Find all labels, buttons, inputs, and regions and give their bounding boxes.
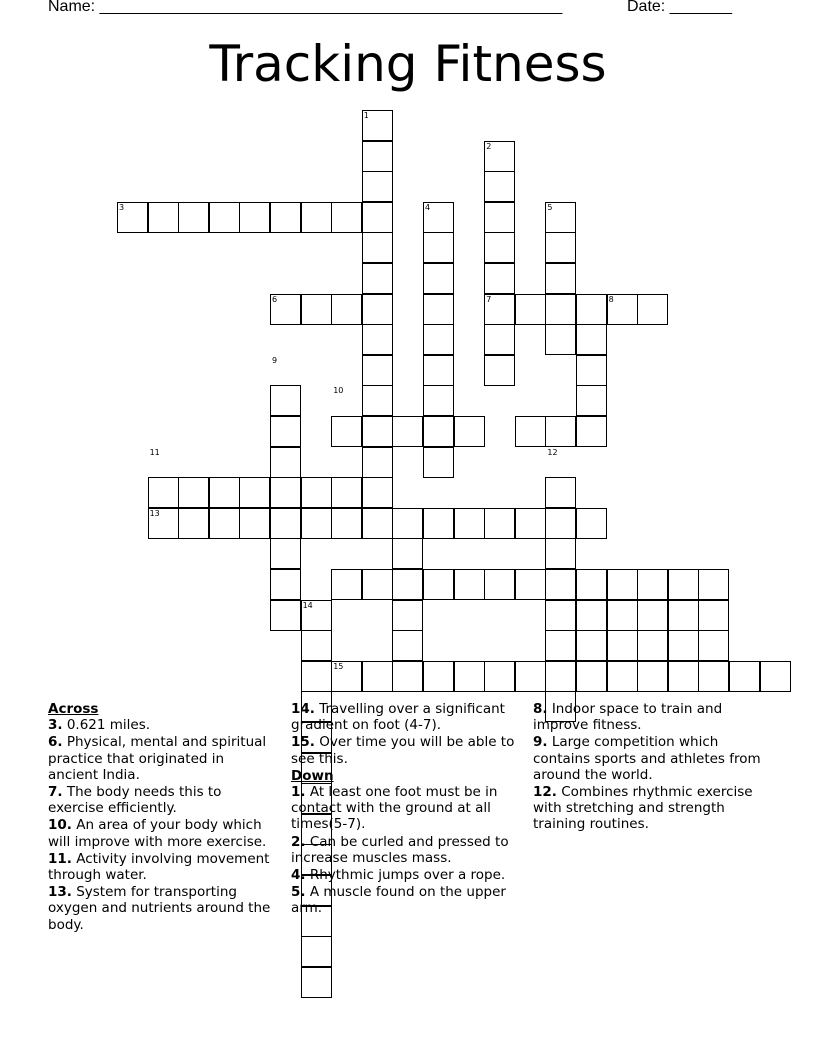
crossword-cell[interactable] xyxy=(209,202,240,233)
crossword-cell[interactable] xyxy=(668,661,699,692)
clue-text: Physical, mental and spiritual practice that originated in ancient India. xyxy=(48,734,267,783)
clue-down-8 xyxy=(533,701,763,733)
crossword-cell[interactable] xyxy=(362,324,393,355)
crossword-cell[interactable] xyxy=(392,569,423,600)
crossword-cell[interactable] xyxy=(454,416,485,447)
clue-across-11 xyxy=(48,851,278,883)
crossword-cell[interactable] xyxy=(576,355,607,386)
clue-number: 15. xyxy=(291,734,315,751)
clue-across-14 xyxy=(291,701,523,733)
crossword-cell[interactable] xyxy=(270,447,301,478)
crossword-cell[interactable] xyxy=(484,355,515,386)
crossword-cell[interactable] xyxy=(270,508,301,539)
clue-number: 11. xyxy=(48,850,72,867)
crossword-cell[interactable] xyxy=(301,508,332,539)
crossword-cell[interactable] xyxy=(698,569,729,600)
crossword-cell[interactable] xyxy=(301,936,332,967)
crossword-cell[interactable] xyxy=(607,661,638,692)
crossword-cell[interactable] xyxy=(362,477,393,508)
crossword-cell[interactable] xyxy=(423,385,454,416)
clue-text: System for transporting oxygen and nutrients around the body. xyxy=(48,884,271,933)
clue-text: Travelling over a significant gradient on foot (4-7). xyxy=(291,701,505,734)
crossword-cell[interactable] xyxy=(423,324,454,355)
clue-number-label: 7 xyxy=(486,294,492,304)
crossword-cell[interactable] xyxy=(178,477,209,508)
clue-text: Activity involving movement through water. xyxy=(48,850,270,884)
crossword-cell[interactable] xyxy=(301,477,332,508)
crossword-cell[interactable] xyxy=(362,202,393,233)
crossword-cell[interactable] xyxy=(209,508,240,539)
crossword-cell[interactable] xyxy=(239,477,270,508)
crossword-cell[interactable] xyxy=(362,447,393,478)
crossword-cell[interactable] xyxy=(392,600,423,631)
crossword-cell[interactable] xyxy=(362,569,393,600)
clue-number-label: 10 xyxy=(333,386,344,396)
crossword-cell[interactable] xyxy=(668,569,699,600)
crossword-cell[interactable] xyxy=(423,416,454,447)
clue-across-3 xyxy=(48,717,278,733)
clue-number-label: 9 xyxy=(272,355,278,365)
page-title: Tracking Fitness xyxy=(209,35,607,93)
clue-text: 0.621 miles. xyxy=(66,717,151,734)
crossword-cell[interactable] xyxy=(668,600,699,631)
clue-number: 1. xyxy=(291,784,306,801)
clue-number: 6. xyxy=(48,734,63,751)
clue-across-13 xyxy=(48,884,278,933)
clue-number-label: 12 xyxy=(547,447,558,457)
crossword-cell[interactable] xyxy=(331,477,362,508)
crossword-cell[interactable] xyxy=(423,508,454,539)
crossword-cell[interactable] xyxy=(545,600,576,631)
crossword-cell[interactable] xyxy=(301,967,332,998)
crossword-cell[interactable] xyxy=(515,416,546,447)
crossword-cell[interactable] xyxy=(239,508,270,539)
clue-text: Indoor space to train and improve fitness. xyxy=(533,701,723,734)
crossword-cell[interactable] xyxy=(637,630,668,661)
clue-text: Can be curled and pressed to increase muscles mass. xyxy=(291,833,509,866)
clue-number: 5. xyxy=(291,884,306,901)
clue-text: Over time you will be able to see this. xyxy=(291,734,515,767)
crossword-cell[interactable] xyxy=(331,294,362,325)
crossword-cell[interactable] xyxy=(545,661,576,692)
crossword-cell[interactable] xyxy=(484,171,515,202)
crossword-cell[interactable] xyxy=(637,661,668,692)
crossword-cell[interactable] xyxy=(301,661,332,692)
crossword-cell[interactable] xyxy=(301,630,332,661)
clue-column-1 xyxy=(48,701,278,934)
clue-number: 7. xyxy=(48,784,63,801)
crossword-cell[interactable] xyxy=(607,600,638,631)
crossword-cell[interactable] xyxy=(331,508,362,539)
clue-number-label: 11 xyxy=(149,447,160,457)
crossword-cell[interactable] xyxy=(423,569,454,600)
clue-number-label: 13 xyxy=(149,508,160,518)
crossword-cell[interactable] xyxy=(362,171,393,202)
clue-number: 4. xyxy=(291,867,306,884)
crossword-cell[interactable] xyxy=(576,294,607,325)
crossword-cell[interactable] xyxy=(178,202,209,233)
clue-number: 14. xyxy=(291,701,315,717)
crossword-cell[interactable] xyxy=(484,661,515,692)
clue-number-label: 6 xyxy=(272,294,278,304)
clue-number: 12. xyxy=(533,784,557,801)
crossword-cell[interactable] xyxy=(362,661,393,692)
crossword-cell[interactable] xyxy=(515,661,546,692)
clue-text: At least one foot must be in contact with the ground at all times(5-7). xyxy=(291,784,498,833)
crossword-cell[interactable] xyxy=(698,600,729,631)
clue-text: A muscle found on the upper arm. xyxy=(291,884,506,917)
down-heading: Down xyxy=(291,767,334,784)
clue-number-label: 1 xyxy=(363,111,369,120)
clue-number: 3. xyxy=(48,717,63,734)
crossword-cell[interactable] xyxy=(362,385,393,416)
crossword-cell[interactable] xyxy=(545,569,576,600)
crossword-cell[interactable] xyxy=(331,202,362,233)
crossword-cell[interactable] xyxy=(148,202,179,233)
crossword-cell[interactable] xyxy=(545,232,576,263)
clue-number-label: 4 xyxy=(425,202,431,212)
clue-number: 10. xyxy=(48,817,72,834)
crossword-cell[interactable] xyxy=(209,477,240,508)
crossword-cell[interactable] xyxy=(178,508,209,539)
crossword-cell[interactable] xyxy=(301,294,332,325)
crossword-cell[interactable] xyxy=(760,661,791,692)
crossword-cell[interactable] xyxy=(576,385,607,416)
crossword-cell[interactable] xyxy=(423,661,454,692)
crossword-cell[interactable] xyxy=(423,355,454,386)
crossword-cell[interactable] xyxy=(392,508,423,539)
clue-down-4 xyxy=(291,867,523,883)
crossword-cell[interactable] xyxy=(545,538,576,569)
crossword-cell[interactable] xyxy=(607,569,638,600)
clue-text: The body needs this to exercise efficiently. xyxy=(48,784,222,817)
crossword-cell[interactable] xyxy=(454,661,485,692)
clue-text: Combines rhythmic exercise with stretching and strength training routines. xyxy=(533,784,753,833)
crossword-cell[interactable] xyxy=(545,294,576,325)
clue-text: Large competition which contains sports and athletes from around the world. xyxy=(533,734,761,783)
crossword-cell[interactable] xyxy=(576,600,607,631)
crossword-cell[interactable] xyxy=(423,447,454,478)
crossword-cell[interactable] xyxy=(270,416,301,447)
crossword-cell[interactable] xyxy=(362,508,393,539)
crossword-cell[interactable] xyxy=(545,263,576,294)
clue-number-label: 3 xyxy=(119,202,125,212)
crossword-cell[interactable] xyxy=(545,508,576,539)
clue-down-12 xyxy=(533,784,763,833)
crossword-cell[interactable] xyxy=(484,569,515,600)
crossword-cell[interactable] xyxy=(576,324,607,355)
clue-number: 13. xyxy=(48,884,72,901)
crossword-cell[interactable] xyxy=(637,569,668,600)
crossword-cell[interactable] xyxy=(484,324,515,355)
clue-number-label: 8 xyxy=(608,294,614,304)
crossword-cell[interactable] xyxy=(484,508,515,539)
crossword-cell[interactable] xyxy=(576,661,607,692)
crossword-cell[interactable] xyxy=(637,600,668,631)
crossword-cell[interactable] xyxy=(301,202,332,233)
crossword-cell[interactable] xyxy=(545,630,576,661)
crossword-cell[interactable] xyxy=(454,569,485,600)
crossword-cell[interactable] xyxy=(515,294,546,325)
date-field-label: Date: _______ xyxy=(627,0,732,15)
crossword-cell[interactable] xyxy=(576,630,607,661)
crossword-cell[interactable] xyxy=(545,477,576,508)
crossword-cell[interactable] xyxy=(545,416,576,447)
crossword-cell[interactable] xyxy=(484,263,515,294)
name-field-label: Name: ____________________________________________________ xyxy=(48,0,563,15)
crossword-cell[interactable] xyxy=(607,630,638,661)
clue-text: An area of your body which will improve with more exercise. xyxy=(48,817,267,850)
crossword-cell[interactable] xyxy=(576,416,607,447)
crossword-cell[interactable] xyxy=(423,294,454,325)
crossword-cell[interactable] xyxy=(484,202,515,233)
crossword-cell[interactable] xyxy=(362,141,393,172)
crossword-cell[interactable] xyxy=(270,569,301,600)
clue-number-label: 15 xyxy=(333,661,344,671)
crossword-cell[interactable] xyxy=(362,263,393,294)
clue-across-10 xyxy=(48,817,278,849)
clue-across-7 xyxy=(48,784,278,816)
crossword-cell[interactable] xyxy=(423,263,454,294)
crossword-cell[interactable] xyxy=(515,508,546,539)
clue-number: 9. xyxy=(533,734,548,751)
crossword-cell[interactable] xyxy=(362,294,393,325)
crossword-cell[interactable] xyxy=(698,661,729,692)
crossword-cell[interactable] xyxy=(270,538,301,569)
crossword-cell[interactable] xyxy=(392,630,423,661)
clue-down-1 xyxy=(291,784,523,833)
clue-number-label: 5 xyxy=(547,202,553,212)
crossword-cell[interactable] xyxy=(331,569,362,600)
crossword-cell[interactable] xyxy=(270,385,301,416)
crossword-cell[interactable] xyxy=(576,508,607,539)
crossword-cell[interactable] xyxy=(239,202,270,233)
crossword-cell[interactable] xyxy=(270,202,301,233)
crossword-cell[interactable] xyxy=(698,630,729,661)
clue-down-9 xyxy=(533,734,763,783)
crossword-cell[interactable] xyxy=(392,416,423,447)
clue-down-5 xyxy=(291,884,523,916)
crossword-cell[interactable] xyxy=(668,630,699,661)
crossword-cell[interactable] xyxy=(729,661,760,692)
clue-number-label: 14 xyxy=(302,600,313,610)
clue-across-6 xyxy=(48,734,278,783)
crossword-cell[interactable] xyxy=(576,569,607,600)
crossword-cell[interactable] xyxy=(515,569,546,600)
clue-across-15 xyxy=(291,734,523,766)
clue-column-3 xyxy=(533,701,763,834)
clue-number: 2. xyxy=(291,833,306,850)
clue-number-label: 2 xyxy=(486,141,492,151)
crossword-cell[interactable] xyxy=(484,232,515,263)
clue-text: Rhythmic jumps over a rope. xyxy=(309,867,506,884)
clue-down-2 xyxy=(291,834,523,866)
clue-column-2 xyxy=(291,701,523,918)
crossword-cell[interactable] xyxy=(148,477,179,508)
crossword-cell[interactable] xyxy=(362,355,393,386)
crossword-cell[interactable] xyxy=(423,232,454,263)
crossword-cell[interactable] xyxy=(392,538,423,569)
crossword-cell[interactable] xyxy=(392,661,423,692)
crossword-cell[interactable] xyxy=(545,324,576,355)
crossword-cell[interactable] xyxy=(454,508,485,539)
crossword-cell[interactable] xyxy=(362,416,393,447)
crossword-cell[interactable] xyxy=(362,232,393,263)
crossword-cell[interactable] xyxy=(637,294,668,325)
crossword-cell[interactable] xyxy=(270,600,301,631)
crossword-cell[interactable] xyxy=(331,416,362,447)
across-heading: Across xyxy=(48,701,99,717)
crossword-cell[interactable] xyxy=(270,477,301,508)
clue-number: 8. xyxy=(533,701,548,717)
